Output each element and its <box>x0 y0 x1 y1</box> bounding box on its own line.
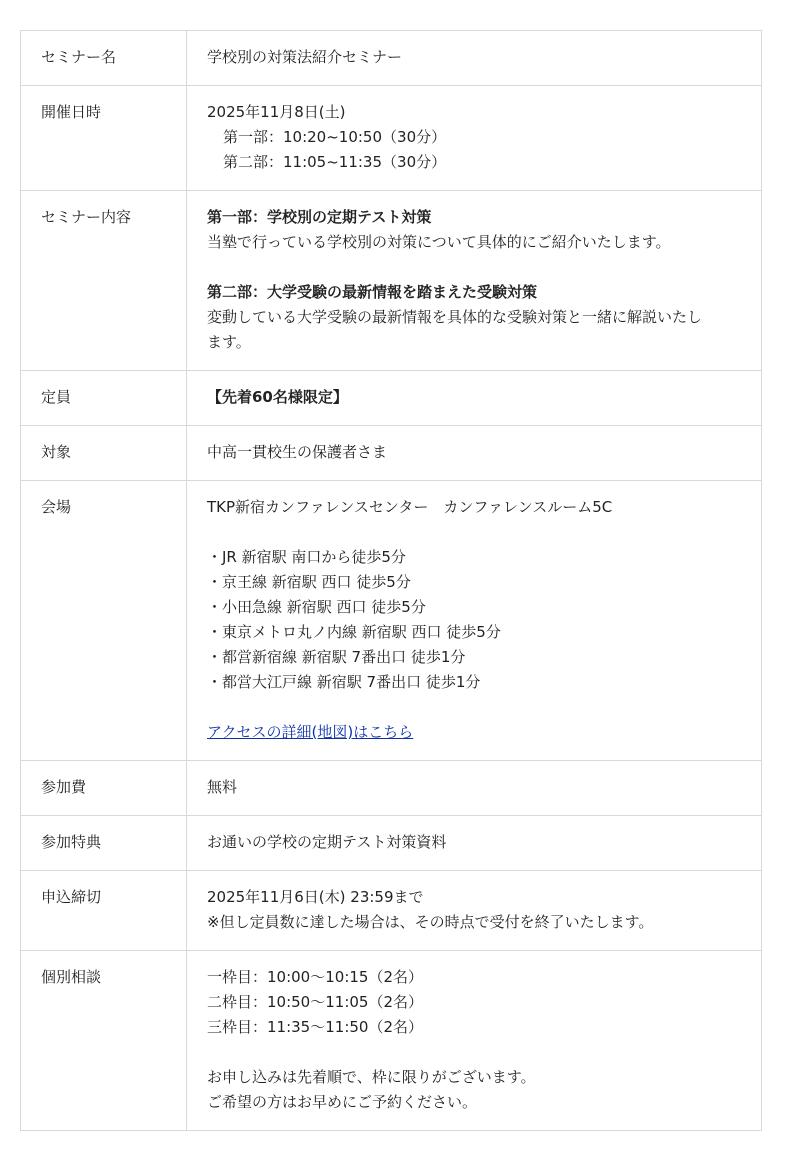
consultation-note: お申し込みは先着順で、枠に限りがございます。 <box>207 1068 536 1086</box>
spacer <box>207 255 741 280</box>
row-value <box>187 86 762 191</box>
row-label: 開催日時 <box>21 86 187 191</box>
row-deadline <box>21 871 762 951</box>
row-value <box>187 871 762 951</box>
access-item: ・都営大江戸線 新宿駅 7番出口 徒歩1分 <box>207 673 481 691</box>
consultation-slot: 一枠目：10:00〜10:15（2名） <box>207 968 423 986</box>
part1-title: 第一部：学校別の定期テスト対策 <box>207 208 432 226</box>
capacity-text: 【先着60名様限定】 <box>207 388 348 406</box>
row-value <box>187 426 762 481</box>
row-capacity <box>21 371 762 426</box>
bonus-text: お通いの学校の定期テスト対策資料 <box>207 833 447 851</box>
access-item: ・東京メトロ丸ノ内線 新宿駅 西口 徒歩5分 <box>207 623 501 641</box>
row-label: 対象 <box>21 426 187 481</box>
access-item: ・都営新宿線 新宿駅 7番出口 徒歩1分 <box>207 648 466 666</box>
row-datetime <box>21 86 762 191</box>
row-label: セミナー名 <box>21 31 187 86</box>
row-target <box>21 426 762 481</box>
row-value <box>187 816 762 871</box>
part1-time: 第一部：10:20~10:50（30分） <box>223 128 447 146</box>
access-map-link[interactable]: アクセスの詳細(地図)はこちら <box>207 723 414 741</box>
deadline-note: ※但し定員数に達した場合は、その時点で受付を終了いたします。 <box>207 913 654 931</box>
row-label: 参加費 <box>21 761 187 816</box>
target-text: 中高一貫校生の保護者さま <box>207 443 388 461</box>
deadline-text: 2025年11月6日(木) 23:59まで <box>207 888 424 906</box>
spacer <box>207 1040 741 1065</box>
row-label: 会場 <box>21 481 187 761</box>
access-item: ・京王線 新宿駅 西口 徒歩5分 <box>207 573 411 591</box>
venue-name: TKP新宿カンファレンスセンター カンファレンスルーム5C <box>207 498 613 516</box>
row-label: 定員 <box>21 371 187 426</box>
row-seminar-name <box>21 31 762 86</box>
row-value <box>187 481 762 761</box>
spacer <box>207 695 741 720</box>
part2-description-line1: 変動している大学受験の最新情報を具体的な受験対策と一緒に解説いたし <box>207 308 703 326</box>
row-consultation <box>21 951 762 1131</box>
consultation-slot: 二枠目：10:50〜11:05（2名） <box>207 993 423 1011</box>
row-value <box>187 191 762 371</box>
row-value <box>187 951 762 1131</box>
spacer <box>207 520 741 545</box>
row-label: 申込締切 <box>21 871 187 951</box>
access-item: ・JR 新宿駅 南口から徒歩5分 <box>207 548 406 566</box>
row-content <box>21 191 762 371</box>
row-label: セミナー内容 <box>21 191 187 371</box>
row-value <box>187 371 762 426</box>
date-text: 2025年11月8日(土) <box>207 103 346 121</box>
row-venue <box>21 481 762 761</box>
seminar-info-table <box>20 30 762 1131</box>
part2-title: 第二部：大学受験の最新情報を踏まえた受験対策 <box>207 283 538 301</box>
consultation-note: ご希望の方はお早めにご予約ください。 <box>207 1093 478 1111</box>
access-item: ・小田急線 新宿駅 西口 徒歩5分 <box>207 598 426 616</box>
row-label: 個別相談 <box>21 951 187 1131</box>
row-value <box>187 31 762 86</box>
part1-description: 当塾で行っている学校別の対策について具体的にご紹介いたします。 <box>207 233 671 251</box>
part2-time: 第二部：11:05~11:35（30分） <box>223 153 447 171</box>
fee-text: 無料 <box>207 778 238 796</box>
seminar-name-text: 学校別の対策法紹介セミナー <box>207 48 403 66</box>
row-value <box>187 761 762 816</box>
row-fee <box>21 761 762 816</box>
row-bonus <box>21 816 762 871</box>
part2-description-line2: ます。 <box>207 333 251 351</box>
consultation-slot: 三枠目：11:35〜11:50（2名） <box>207 1018 423 1036</box>
row-label: 参加特典 <box>21 816 187 871</box>
